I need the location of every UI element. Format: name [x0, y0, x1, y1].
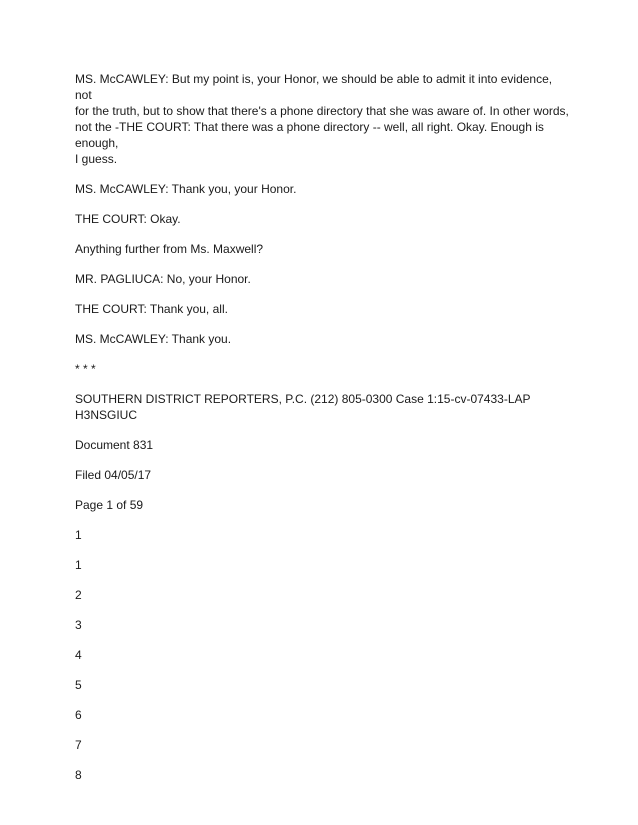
- line-number: 5: [75, 678, 82, 692]
- line-number: 7: [75, 738, 82, 752]
- document-number: Document 831: [75, 438, 154, 452]
- line-number: 2: [75, 588, 82, 602]
- paragraph-line: not the -THE COURT: That there was a phone directory -- well, all right. Okay. Enough is enough,: [75, 120, 544, 150]
- line-number: 6: [75, 708, 82, 722]
- line-number: 1: [75, 528, 82, 542]
- section-break: * * *: [75, 362, 96, 376]
- transcript-paragraph: THE COURT: Thank you, all.: [75, 302, 228, 316]
- transcript-paragraph: THE COURT: Okay.: [75, 212, 181, 226]
- transcript-paragraph: MR. PAGLIUCA: No, your Honor.: [75, 272, 251, 286]
- filed-date: Filed 04/05/17: [75, 468, 152, 482]
- opening-paragraph: [75, 71, 570, 167]
- transcript-paragraph: MS. McCAWLEY: Thank you.: [75, 332, 232, 346]
- page-indicator: Page 1 of 59: [75, 498, 144, 512]
- line-number: 8: [75, 768, 82, 782]
- paragraph-line: for the truth, but to show that there's a phone directory that she was aware of. In other words,: [75, 104, 569, 118]
- paragraph-line: I guess.: [75, 152, 118, 166]
- line-number: 3: [75, 618, 82, 632]
- transcript-body: [75, 71, 570, 797]
- line-number: 1: [75, 558, 82, 572]
- paragraph-line: MS. McCAWLEY: But my point is, your Honor, we should be able to admit it into evidence, not: [75, 72, 553, 102]
- line-number: 4: [75, 648, 82, 662]
- transcript-paragraph: Anything further from Ms. Maxwell?: [75, 242, 264, 256]
- reporter-header: SOUTHERN DISTRICT REPORTERS, P.C. (212) 805-0300 Case 1:15-cv-07433-LAP H3NSGIUC: [75, 392, 531, 422]
- transcript-paragraph: MS. McCAWLEY: Thank you, your Honor.: [75, 182, 297, 196]
